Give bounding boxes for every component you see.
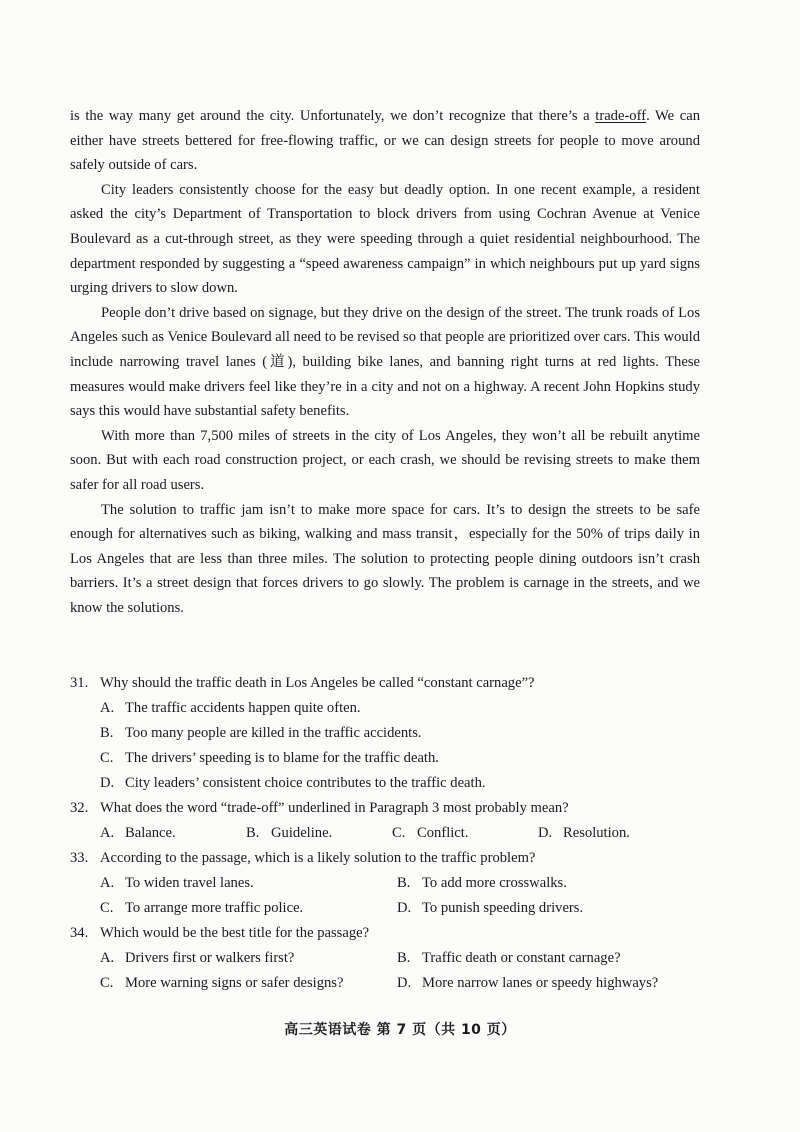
- paragraph-4: With more than 7,500 miles of streets in the city of Los Angeles, they won’t all be rebuilt anytime soon. But with each road construction project, or each crash, we should be revising streets to make them safer for all road users.: [70, 427, 700, 493]
- option-c: C. Conflict.: [392, 825, 469, 841]
- page-footer: 高三英语试卷 第 7 页（共 10 页）: [284, 1022, 516, 1038]
- question-number: 32.: [70, 800, 89, 816]
- option-c: C. To arrange more traffic police.: [100, 900, 304, 916]
- option-a: A. To widen travel lanes.: [100, 875, 254, 891]
- question-text: Which would be the best title for the passage?: [100, 925, 370, 941]
- option-list: [70, 696, 710, 796]
- paragraph-1-text-before: is the way many get around the city. Unfortunately, we don’t recognize that there’s a: [70, 108, 596, 124]
- paragraph-1: [70, 104, 700, 178]
- question-text: Why should the traffic death in Los Angeles be called “constant carnage”?: [100, 675, 535, 691]
- option-c: C. More warning signs or safer designs?: [100, 975, 344, 991]
- question-33: [70, 846, 710, 921]
- option-b: B. Too many people are killed in the traffic accidents.: [100, 725, 422, 741]
- question-list: [70, 671, 710, 996]
- option-list: [70, 821, 710, 846]
- option-b: B. To add more crosswalks.: [397, 875, 567, 891]
- paragraph-3: People don’t drive based on signage, but they drive on the design of the street. The trunk roads of Los Angeles such as Venice Boulevard all need to be revised so that people are prioritized over cars. This would include narrowing travel lanes (道), building bike lanes, and banning right turns at red lights. These measures would make drivers feel like they’re in a city and not on a highway. A recent John Hopkins study says this would have substantial safety benefits.: [70, 304, 700, 420]
- option-a: A. The traffic accidents happen quite often.: [100, 700, 361, 716]
- question-32: [70, 796, 710, 846]
- question-31: [70, 671, 710, 796]
- option-list: [70, 946, 710, 996]
- question-stem: [70, 671, 710, 696]
- option-b: B. Traffic death or constant carnage?: [397, 950, 621, 966]
- question-number: 31.: [70, 675, 89, 691]
- reading-passage: [70, 104, 700, 620]
- underlined-word-trade-off: trade-off: [595, 108, 647, 124]
- question-stem: [70, 846, 710, 871]
- question-stem: [70, 796, 710, 821]
- option-d: D. More narrow lanes or speedy highways?: [397, 975, 659, 991]
- option-a: A. Drivers first or walkers first?: [100, 950, 295, 966]
- paragraph-2: City leaders consistently choose for the easy but deadly option. In one recent example, a resident asked the city’s Department of Transportation to block drivers from using Cochran Avenue at Venice Boulevard as a cut-through street, as they were speeding through a quiet residential neighbourhood. The department responded by suggesting a “speed awareness campaign” in which neighbours put up yard signs urging drivers to slow down.: [70, 181, 700, 297]
- question-text: What does the word “trade-off” underlined in Paragraph 3 most probably mean?: [100, 800, 569, 816]
- paragraph-1-text-after: . We can either have streets bettered for free-flowing traffic, or we can design streets for people to move around safely outside of cars.: [70, 108, 700, 174]
- option-d: D. City leaders’ consistent choice contributes to the traffic death.: [100, 775, 486, 791]
- question-text: According to the passage, which is a likely solution to the traffic problem?: [100, 850, 536, 866]
- option-a: A. Balance.: [100, 825, 176, 841]
- question-stem: [70, 921, 710, 946]
- question-number: 34.: [70, 925, 89, 941]
- paragraph-5: The solution to traffic jam isn’t to make more space for cars. It’s to design the streets to be safe enough for alternatives such as biking, walking and mass transit，especially for the 50% of trips daily in Los Angeles that are less than three miles. The solution to protecting people dining outdoors isn’t crash barriers. It’s a street design that forces drivers to go slowly. The problem is carnage in the streets, and we know the solutions.: [70, 501, 700, 616]
- option-c: C. The drivers’ speeding is to blame for the traffic death.: [100, 750, 439, 766]
- question-34: [70, 921, 710, 996]
- question-number: 33.: [70, 850, 89, 866]
- option-d: D. Resolution.: [538, 825, 630, 841]
- option-d: D. To punish speeding drivers.: [397, 900, 584, 916]
- option-list: [70, 871, 710, 921]
- option-b: B. Guideline.: [246, 825, 333, 841]
